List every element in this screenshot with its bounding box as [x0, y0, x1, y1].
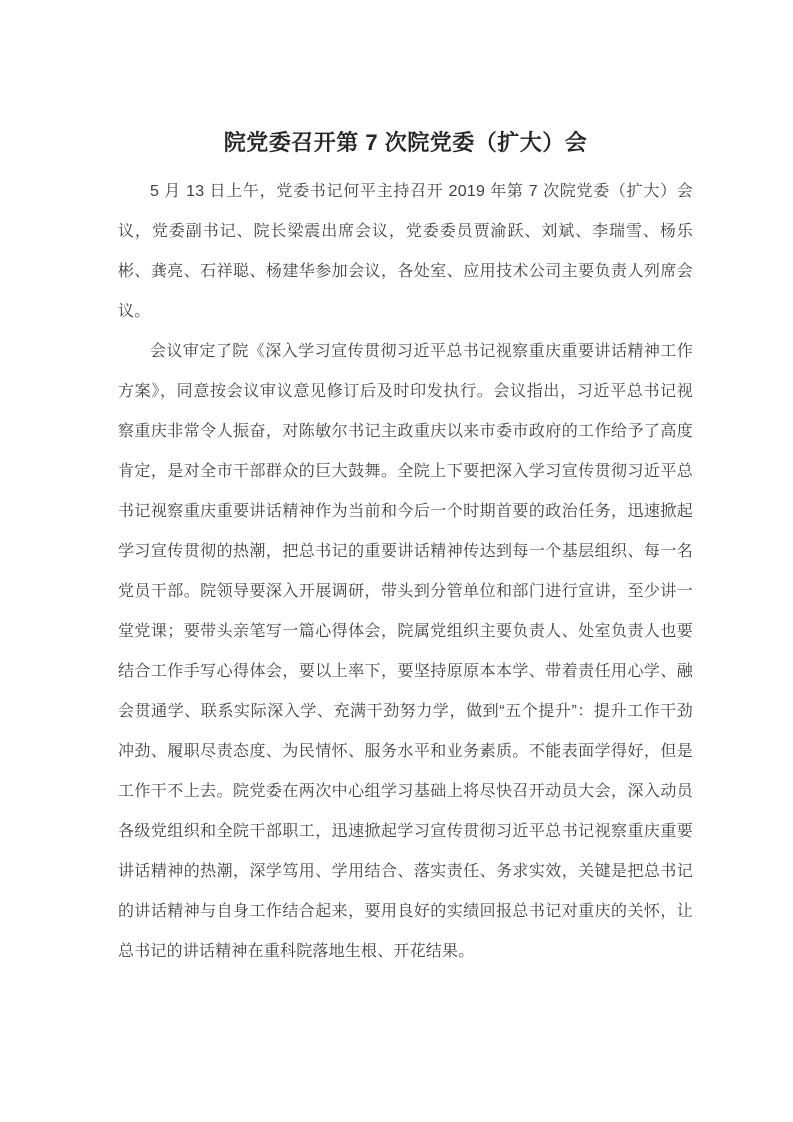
document-content — [118, 128, 693, 972]
paragraph-2: 会议审定了院《深入学习宣传贯彻习近平总书记视察重庆重要讲话精神工作方案》，同意按会议审议意见修订后及时印发执行。会议指出，习近平总书记视察重庆非常令人振奋，对陈敏尔书记主政重庆以来市委市政府的工作给予了高度肯定，是对全市干部群众的巨大鼓舞。全院上下要把深入学习宣传贯彻习近平总书记视察重庆重要讲话精神作为当前和今后一个时期首要的政治任务，迅速掀起学习宣传贯彻的热潮，把总书记的重要讲话精神传达到每一个基层组织、每一名党员干部。院领导要深入开展调研，带头到分管单位和部门进行宣讲，至少讲一堂党课；要带头亲笔写一篇心得体会，院属党组织主要负责人、处室负责人也要结合工作手写心得体会，要以上率下，要坚持原原本本学、带着责任用心学、融会贯通学、联系实际深入学、充满干劲努力学，做到“五个提升”：提升工作干劲冲劲、履职尽责态度、为民情怀、服务水平和业务素质。不能表面学得好，但是工作干不上去。院党委在两次中心组学习基础上将尽快召开动员大会，深入动员各级党组织和全院干部职工，迅速掀起学习宣传贯彻习近平总书记视察重庆重要讲话精神的热潮，深学笃用、学用结合、落实责任、务求实效，关键是把总书记的讲话精神与自身工作结合起来，要用良好的实绩回报总书记对重庆的关怀，让总书记的讲话精神在重科院落地生根、开花结果。 — [118, 343, 693, 960]
paragraph-1: 5 月 13 日上午，党委书记何平主持召开 2019 年第 7 次院党委（扩大）会议，党委副书记、院长梁震出席会议，党委委员贾渝跃、刘斌、李瑞雪、杨乐彬、龚亮、石祥聪、杨建华参加会议，各处室、应用技术公司主要负责人列席会议。 — [118, 183, 693, 320]
document-title: 院党委召开第 7 次院党委（扩大）会 — [223, 130, 588, 155]
